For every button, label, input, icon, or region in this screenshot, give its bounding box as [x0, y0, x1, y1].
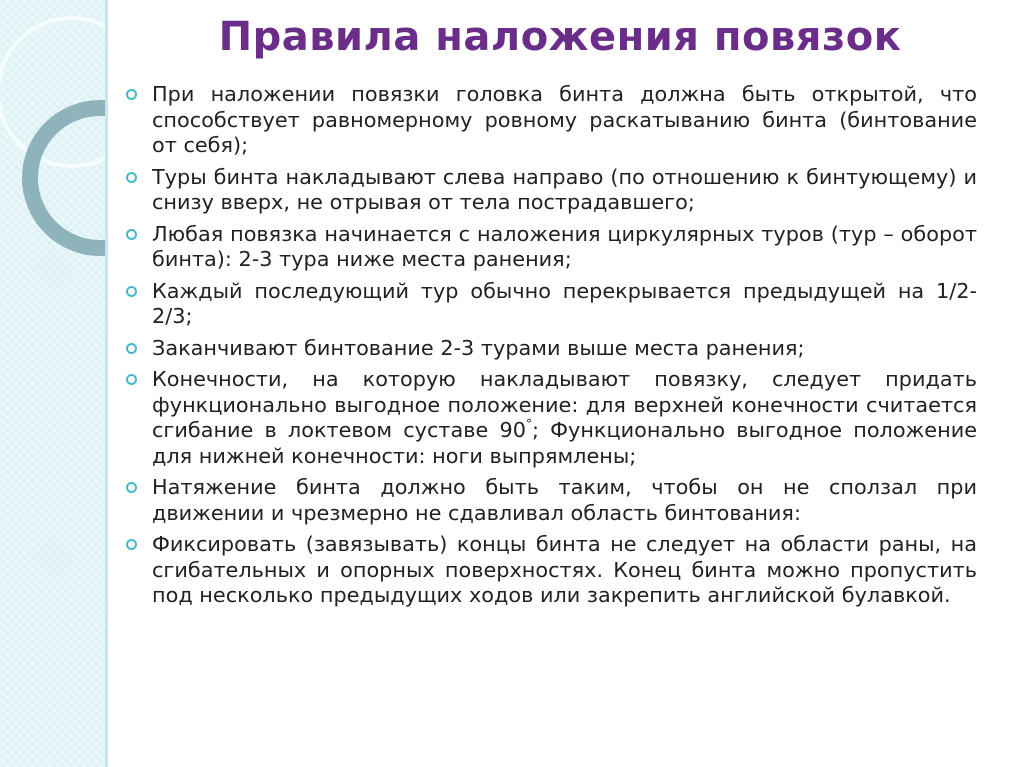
ring-bullet-icon — [126, 374, 137, 385]
light-ring-decoration — [0, 18, 108, 166]
ring-bullet-icon — [126, 172, 137, 183]
bullet-text: Заканчивают бинтование 2-3 турами выше места ранения; — [152, 335, 805, 360]
ring-bullet-icon — [126, 539, 137, 550]
decorative-side-band — [0, 0, 108, 767]
bullet-text: При наложении повязки головка бинта должна быть открытой, что способствует равномерному ровному раскатыванию бинта (бинтование от себя); — [152, 82, 977, 157]
ring-bullet-icon — [126, 229, 137, 240]
bullet-text: Каждый последующий тур обычно перекрывается предыдущей на 1/2-2/3; — [152, 278, 977, 328]
bullet-text: Натяжение бинта должно быть таким, чтобы он не сползал при движении и чрезмерно не сдавливал область бинтования: — [152, 475, 977, 525]
ring-bullet-icon — [126, 482, 137, 493]
bullet-item — [124, 367, 977, 469]
bullet-item — [124, 336, 977, 362]
bullet-text-part: Конечности, на которую накладывают повязку, следует придать функционально выгодное положение: для верхней конечности считается сгибание в локтевом суставе 90 — [152, 367, 977, 442]
slide-title: Правила наложения повязок — [218, 14, 902, 60]
bullet-item — [124, 222, 977, 273]
bullet-text: Туры бинта накладывают слева направо (по отношению к бинтующему) и снизу вверх, не отрывая от тела пострадавшего; — [152, 164, 977, 214]
decorative-rings — [0, 0, 108, 767]
bullet-item — [124, 82, 977, 159]
bullet-text: Любая повязка начинается с наложения циркулярных туров (тур – оборот бинта): 2-3 тура ниже места ранения; — [152, 221, 977, 271]
bullet-list — [124, 82, 977, 615]
bullet-item — [124, 165, 977, 216]
bullet-item — [124, 532, 977, 609]
ring-bullet-icon — [126, 89, 137, 100]
ring-bullet-icon — [126, 286, 137, 297]
bullet-text: Фиксировать (завязывать) концы бинта не следует на области раны, на сгибательных и опорных поверхностях. Конец бинта можно пропустить под несколько предыдущих ходов или закрепить английской булавкой. — [152, 532, 977, 607]
bullet-item — [124, 279, 977, 330]
band-edge-line — [105, 0, 108, 767]
dark-ring-decoration — [30, 108, 108, 248]
bullet-item — [124, 475, 977, 526]
ring-bullet-icon — [126, 343, 137, 354]
bullet-text-part: ; Функционально выгодное положение для нижней конечности: ноги выпрямлены; — [152, 418, 978, 468]
degree-sign: ° — [525, 417, 532, 431]
